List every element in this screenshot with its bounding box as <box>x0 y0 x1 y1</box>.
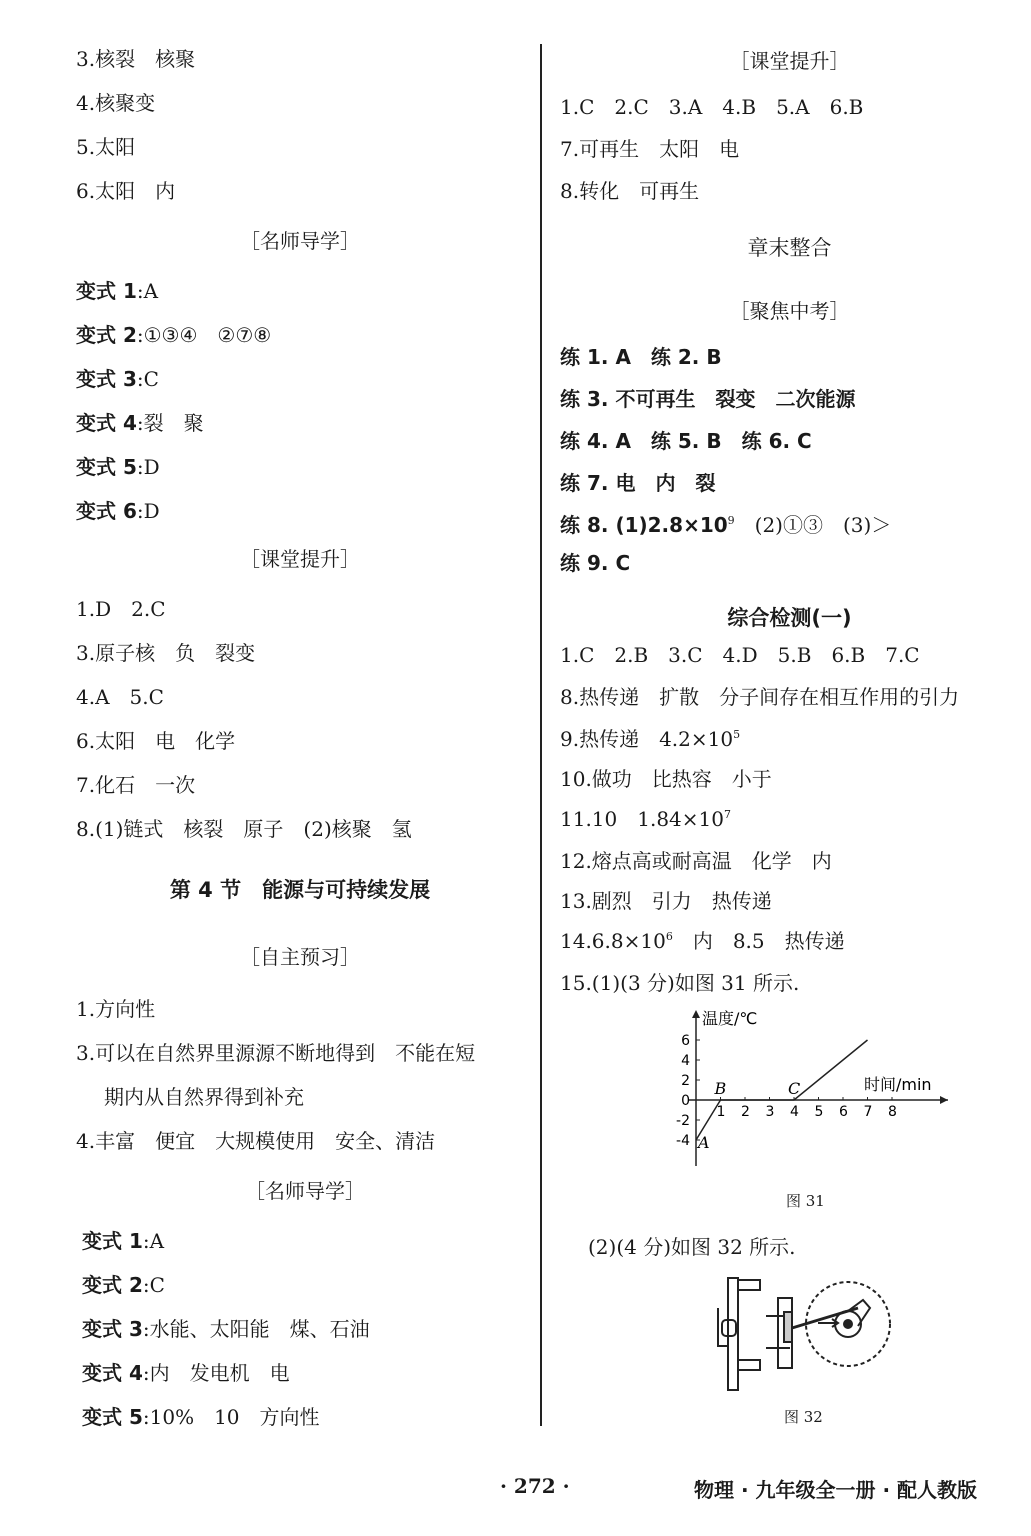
page-number: · 272 · <box>500 1474 570 1498</box>
y-axis-arrow <box>692 1010 700 1018</box>
variant-label: 变式 5 <box>82 1405 143 1429</box>
answer-line: 4.丰富 便宜 大规模使用 安全、清洁 <box>76 1129 436 1153</box>
variant-label: 变式 4 <box>82 1361 143 1385</box>
x-tick-label: 4 <box>790 1104 799 1120</box>
answer-line: 6.太阳 电 化学 <box>76 729 236 753</box>
variant-label: 变式 1 <box>76 279 137 303</box>
exponent: 5 <box>733 728 741 741</box>
answer-line: 6.太阳 内 <box>76 179 176 203</box>
section-heading: ［课堂提升］ <box>729 49 850 73</box>
variant-label: 变式 1 <box>82 1229 143 1253</box>
y-tick-label: 4 <box>681 1053 690 1069</box>
answer-line <box>560 806 731 832</box>
answer-line: 1.C 2.C 3.A 4.B 5.A 6.B <box>560 95 864 119</box>
variant-value: :水能、太阳能 煤、石油 <box>142 1317 370 1341</box>
practice-line: 练 4. A 练 5. B 练 6. C <box>560 429 812 453</box>
answer-line: 3.原子核 负 裂变 <box>76 641 256 665</box>
variant-answer <box>76 278 158 304</box>
x-tick-label: 8 <box>888 1104 897 1120</box>
answer-line: 4.核聚变 <box>76 91 156 115</box>
answer-line: 1.C 2.B 3.C 4.D 5.B 6.B 7.C <box>560 643 920 667</box>
variant-answer <box>82 1228 164 1254</box>
variant-label: 变式 3 <box>82 1317 143 1341</box>
variant-value: :A <box>136 279 159 303</box>
practice-text: 练 8. (1)2.8×10 <box>560 513 728 537</box>
book-title: 物理 · 九年级全一册 · 配人教版 <box>694 1478 978 1502</box>
answer-line: 3.核裂 核聚 <box>76 47 196 71</box>
variant-label: 变式 3 <box>76 367 137 391</box>
x-tick-label: 5 <box>814 1104 824 1120</box>
variant-answer <box>76 366 159 392</box>
answer-line: 5.太阳 <box>76 135 136 159</box>
answer-line: 期内从自然界得到补充 <box>104 1085 304 1109</box>
variant-value: :D <box>136 499 160 523</box>
bottom-fitting <box>738 1360 760 1370</box>
variant-answer <box>76 498 160 524</box>
variant-label: 变式 2 <box>82 1273 143 1297</box>
answer-line: (2)(4 分)如图 32 所示. <box>588 1235 796 1259</box>
exponent: 9 <box>727 514 735 527</box>
variant-value: :裂 聚 <box>136 411 204 435</box>
piston <box>784 1312 792 1342</box>
practice-line: 练 9. C <box>560 551 631 575</box>
x-tick-label: 7 <box>863 1104 873 1120</box>
figure-31-graph <box>656 1006 956 1176</box>
chapter-title: 章末整合 <box>747 236 832 260</box>
variant-label: 变式 5 <box>76 455 137 479</box>
variant-value: :10% 10 方向性 <box>142 1405 320 1429</box>
answer-line: 4.A 5.C <box>76 685 164 709</box>
variant-value: :①③④ ②⑦⑧ <box>136 323 272 347</box>
y-tick-label: -2 <box>676 1113 690 1129</box>
answer-text: 11.10 1.84×10 <box>560 807 724 831</box>
y-tick-label: -4 <box>676 1133 690 1149</box>
exponent: 7 <box>724 808 731 821</box>
figure-32-caption: 图 32 <box>784 1408 823 1426</box>
section-heading: ［聚焦中考］ <box>729 299 850 323</box>
test-title: 综合检测(一) <box>727 606 852 630</box>
answer-text: 内 8.5 热传递 <box>672 929 845 953</box>
answer-text: 9.热传递 4.2×10 <box>560 727 734 751</box>
answer-line: 3.可以在自然界里源源不断地得到 不能在短 <box>76 1041 476 1065</box>
practice-text: (2)①③ (3)＞ <box>734 513 892 537</box>
answer-line: 1.方向性 <box>76 997 156 1021</box>
top-fitting <box>738 1280 760 1290</box>
answer-text: 14.6.8×10 <box>560 929 666 953</box>
variant-label: 变式 2 <box>76 323 137 347</box>
answer-line <box>560 726 740 752</box>
section-title: 第 4 节 能源与可持续发展 <box>169 878 431 902</box>
variant-value: :A <box>142 1229 165 1253</box>
x-tick-label: 1 <box>716 1104 726 1120</box>
practice-line: 练 1. A 练 2. B <box>560 345 722 369</box>
answer-line <box>560 928 845 954</box>
figure-32-diagram <box>708 1268 898 1398</box>
variant-answer <box>82 1360 290 1386</box>
answer-line: 7.可再生 太阳 电 <box>560 137 740 161</box>
answer-line: 10.做功 比热容 小于 <box>560 767 772 791</box>
section-heading: ［名师导学］ <box>240 229 360 253</box>
point-label: A <box>698 1133 710 1152</box>
practice-line: 练 7. 电 内 裂 <box>560 471 716 495</box>
variant-answer <box>82 1316 370 1342</box>
y-tick-label: 2 <box>681 1073 690 1089</box>
variant-value: :D <box>136 455 160 479</box>
y-tick-label: 6 <box>681 1033 690 1049</box>
variant-value: :内 发电机 电 <box>142 1361 290 1385</box>
practice-line <box>560 512 891 538</box>
answer-line: 8.(1)链式 核裂 原子 (2)核聚 氢 <box>76 817 412 841</box>
variant-value: :C <box>142 1273 165 1297</box>
variant-answer <box>76 322 271 348</box>
variant-answer <box>82 1404 320 1430</box>
answer-line: 12.熔点高或耐高温 化学 内 <box>560 849 832 873</box>
y-axis-label: 温度/℃ <box>702 1009 758 1028</box>
variant-answer <box>76 454 160 480</box>
answer-line: 8.热传递 扩散 分子间存在相互作用的引力 <box>560 685 960 709</box>
y-tick-label: 0 <box>681 1093 690 1109</box>
variant-value: :C <box>136 367 159 391</box>
variant-answer <box>82 1272 165 1298</box>
variant-label: 变式 6 <box>76 499 137 523</box>
point-label: B <box>714 1079 727 1098</box>
point-label: C <box>788 1079 801 1098</box>
answer-line: 13.剧烈 引力 热传递 <box>560 889 772 913</box>
axle-icon <box>844 1320 852 1328</box>
variant-answer <box>76 410 204 436</box>
answer-line: 8.转化 可再生 <box>560 179 700 203</box>
answer-line: 1.D 2.C <box>76 597 166 621</box>
exponent: 6 <box>665 930 673 943</box>
practice-line: 练 3. 不可再生 裂变 二次能源 <box>560 387 856 411</box>
figure-31-caption: 图 31 <box>786 1192 825 1210</box>
x-tick-label: 2 <box>741 1104 750 1120</box>
x-tick-label: 3 <box>765 1104 775 1120</box>
x-axis-label: 时间/min <box>864 1075 932 1094</box>
section-heading: ［自主预习］ <box>240 945 360 969</box>
x-tick-label: 6 <box>839 1104 848 1120</box>
section-heading: ［课堂提升］ <box>240 547 360 571</box>
answer-line: 7.化石 一次 <box>76 773 196 797</box>
x-axis-arrow <box>940 1096 948 1104</box>
section-heading: ［名师导学］ <box>245 1179 365 1203</box>
variant-label: 变式 4 <box>76 411 137 435</box>
answer-line: 15.(1)(3 分)如图 31 所示. <box>560 971 800 995</box>
